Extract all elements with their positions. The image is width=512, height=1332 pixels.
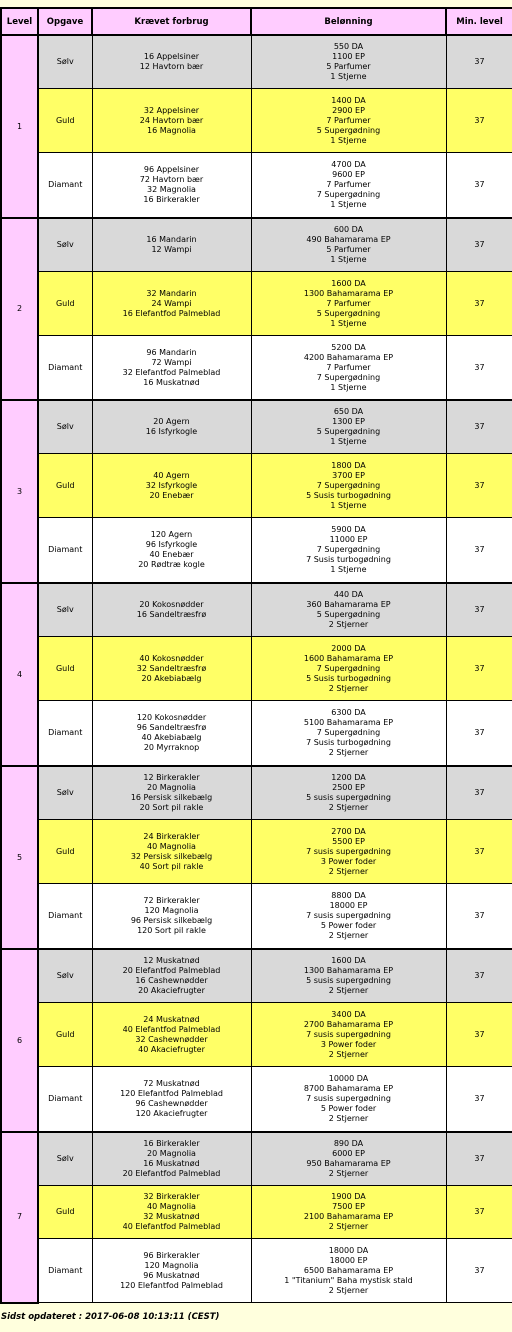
min-level-cell: 37 [446, 218, 512, 272]
min-level-cell: 37 [446, 1003, 512, 1067]
min-level-cell: 37 [446, 766, 512, 820]
reward-cell: 6300 DA 5100 Bahamarama EP 7 Supergødning 7 Susis turbogødning 2 Stjerner [251, 701, 446, 767]
task-cell: Guld [38, 89, 92, 153]
min-level-cell: 37 [446, 153, 512, 219]
table-row [1, 949, 512, 1003]
task-cell: Diamant [38, 518, 92, 584]
min-level-cell: 37 [446, 1239, 512, 1303]
required-cell: 20 Kokosnødder 16 Sandeltræsfrø [92, 583, 251, 637]
task-cell: Guld [38, 1003, 92, 1067]
required-cell: 16 Birkerakler 20 Magnolia 16 Muskatnød 20 Elefantfod Palmeblad [92, 1132, 251, 1186]
task-cell: Diamant [38, 1067, 92, 1133]
table-header-row [1, 8, 512, 35]
min-level-cell: 37 [446, 1132, 512, 1186]
task-cell: Sølv [38, 1132, 92, 1186]
reward-cell: 1400 DA 2900 EP 7 Parfumer 5 Supergødning 1 Stjerne [251, 89, 446, 153]
last-updated-text: Sidst opdateret : 2017-06-08 10:13:11 (CEST) [1, 1312, 220, 1322]
table-row [1, 884, 512, 950]
required-cell: 40 Kokosnødder 32 Sandeltræsfrø 20 Akebiabælg [92, 637, 251, 701]
level-cell: 6 [1, 949, 38, 1132]
required-cell: 96 Mandarin 72 Wampi 32 Elefantfod Palmeblad 16 Muskatnød [92, 336, 251, 401]
min-level-cell: 37 [446, 637, 512, 701]
task-cell: Guld [38, 637, 92, 701]
header-level: Level [1, 8, 38, 35]
table-row [1, 272, 512, 336]
level-cell: 7 [1, 1132, 38, 1303]
task-cell: Guld [38, 820, 92, 884]
header-required: Krævet forbrug [92, 8, 251, 35]
required-cell: 20 Agern 16 Isfyrkogle [92, 400, 251, 454]
level-cell: 5 [1, 766, 38, 949]
required-cell: 72 Birkerakler 120 Magnolia 96 Persisk silkebælg 120 Sort pil rakle [92, 884, 251, 950]
level-cell: 4 [1, 583, 38, 766]
min-level-cell: 37 [446, 1186, 512, 1239]
level-cell: 1 [1, 35, 38, 218]
table-row [1, 1132, 512, 1186]
required-cell: 96 Birkerakler 120 Magnolia 96 Muskatnød 120 Elefantfod Palmeblad [92, 1239, 251, 1303]
task-cell: Diamant [38, 701, 92, 767]
reward-cell: 550 DA 1100 EP 5 Parfumer 1 Stjerne [251, 35, 446, 89]
reward-cell: 1600 DA 1300 Bahamarama EP 7 Parfumer 5 Supergødning 1 Stjerne [251, 272, 446, 336]
task-cell: Guld [38, 1186, 92, 1239]
table-row [1, 454, 512, 518]
required-cell: 32 Mandarin 24 Wampi 16 Elefantfod Palmeblad [92, 272, 251, 336]
required-cell: 12 Birkerakler 20 Magnolia 16 Persisk silkebælg 20 Sort pil rakle [92, 766, 251, 820]
required-cell: 24 Muskatnød 40 Elefantfod Palmeblad 32 Cashewnødder 40 Akaciefrugter [92, 1003, 251, 1067]
min-level-cell: 37 [446, 949, 512, 1003]
table-row [1, 218, 512, 272]
min-level-cell: 37 [446, 89, 512, 153]
reward-cell: 5900 DA 11000 EP 7 Supergødning 7 Susis turbogødning 1 Stjerne [251, 518, 446, 584]
required-cell: 32 Appelsiner 24 Havtorn bær 16 Magnolia [92, 89, 251, 153]
min-level-cell: 37 [446, 272, 512, 336]
reward-table [0, 7, 512, 1304]
reward-cell: 1800 DA 3700 EP 7 Supergødning 5 Susis turbogødning 1 Stjerne [251, 454, 446, 518]
task-cell: Diamant [38, 884, 92, 950]
required-cell: 12 Muskatnød 20 Elefantfod Palmeblad 16 Cashewnødder 20 Akaciefrugter [92, 949, 251, 1003]
reward-cell: 1900 DA 7500 EP 2100 Bahamarama EP 2 Stjerner [251, 1186, 446, 1239]
required-cell: 120 Kokosnødder 96 Sandeltræsfrø 40 Akebiabælg 20 Myrraknop [92, 701, 251, 767]
table-row [1, 1067, 512, 1133]
table-row [1, 637, 512, 701]
task-cell: Diamant [38, 153, 92, 219]
min-level-cell: 37 [446, 35, 512, 89]
table-row [1, 766, 512, 820]
min-level-cell: 37 [446, 583, 512, 637]
task-cell: Sølv [38, 218, 92, 272]
table-row [1, 336, 512, 401]
task-cell: Guld [38, 272, 92, 336]
min-level-cell: 37 [446, 884, 512, 950]
task-cell: Sølv [38, 766, 92, 820]
reward-cell: 440 DA 360 Bahamarama EP 5 Supergødning 2 Stjerner [251, 583, 446, 637]
header-min-level: Min. level [446, 8, 512, 35]
table-row [1, 89, 512, 153]
reward-cell: 2000 DA 1600 Bahamarama EP 7 Supergødning 5 Susis turbogødning 2 Stjerner [251, 637, 446, 701]
required-cell: 16 Mandarin 12 Wampi [92, 218, 251, 272]
required-cell: 32 Birkerakler 40 Magnolia 32 Muskatnød 40 Elefantfod Palmeblad [92, 1186, 251, 1239]
min-level-cell: 37 [446, 454, 512, 518]
min-level-cell: 37 [446, 400, 512, 454]
reward-cell: 2700 DA 5500 EP 7 susis supergødning 3 Power foder 2 Stjerner [251, 820, 446, 884]
table-row [1, 1239, 512, 1303]
required-cell: 72 Muskatnød 120 Elefantfod Palmeblad 96 Cashewnødder 120 Akaciefrugter [92, 1067, 251, 1133]
table-row [1, 701, 512, 767]
reward-cell: 1200 DA 2500 EP 5 susis supergødning 2 Stjerner [251, 766, 446, 820]
task-cell: Sølv [38, 949, 92, 1003]
min-level-cell: 37 [446, 1067, 512, 1133]
table-row [1, 400, 512, 454]
required-cell: 16 Appelsiner 12 Havtorn bær [92, 35, 251, 89]
task-cell: Sølv [38, 583, 92, 637]
table-row [1, 1003, 512, 1067]
reward-cell: 1600 DA 1300 Bahamarama EP 5 susis supergødning 2 Stjerner [251, 949, 446, 1003]
table-row [1, 1186, 512, 1239]
task-cell: Diamant [38, 336, 92, 401]
reward-cell: 600 DA 490 Bahamarama EP 5 Parfumer 1 Stjerne [251, 218, 446, 272]
required-cell: 120 Agern 96 Isfyrkogle 40 Enebær 20 Rødtræ kogle [92, 518, 251, 584]
reward-cell: 3400 DA 2700 Bahamarama EP 7 susis supergødning 3 Power foder 2 Stjerner [251, 1003, 446, 1067]
reward-cell: 18000 DA 18000 EP 6500 Bahamarama EP 1 "Titanium" Baha mystisk stald 2 Stjerner [251, 1239, 446, 1303]
level-cell: 2 [1, 218, 38, 400]
required-cell: 40 Agern 32 Isfyrkogle 20 Enebær [92, 454, 251, 518]
reward-cell: 8800 DA 18000 EP 7 susis supergødning 5 Power foder 2 Stjerner [251, 884, 446, 950]
table-row [1, 35, 512, 89]
task-cell: Guld [38, 454, 92, 518]
reward-cell: 4700 DA 9600 EP 7 Parfumer 7 Supergødning 1 Stjerne [251, 153, 446, 219]
table-row [1, 153, 512, 219]
header-task: Opgave [38, 8, 92, 35]
min-level-cell: 37 [446, 820, 512, 884]
min-level-cell: 37 [446, 701, 512, 767]
table-body [1, 35, 512, 1303]
required-cell: 96 Appelsiner 72 Havtorn bær 32 Magnolia 16 Birkerakler [92, 153, 251, 219]
level-cell: 3 [1, 400, 38, 583]
required-cell: 24 Birkerakler 40 Magnolia 32 Persisk silkebælg 40 Sort pil rakle [92, 820, 251, 884]
min-level-cell: 37 [446, 518, 512, 584]
table-row [1, 820, 512, 884]
header-reward: Belønning [251, 8, 446, 35]
task-cell: Sølv [38, 400, 92, 454]
task-cell: Diamant [38, 1239, 92, 1303]
reward-cell: 10000 DA 8700 Bahamarama EP 7 susis supergødning 5 Power foder 2 Stjerner [251, 1067, 446, 1133]
reward-cell: 650 DA 1300 EP 5 Supergødning 1 Stjerne [251, 400, 446, 454]
table-row [1, 518, 512, 584]
min-level-cell: 37 [446, 336, 512, 401]
reward-cell: 890 DA 6000 EP 950 Bahamarama EP 2 Stjerner [251, 1132, 446, 1186]
reward-cell: 5200 DA 4200 Bahamarama EP 7 Parfumer 7 Supergødning 1 Stjerne [251, 336, 446, 401]
task-cell: Sølv [38, 35, 92, 89]
table-row [1, 583, 512, 637]
